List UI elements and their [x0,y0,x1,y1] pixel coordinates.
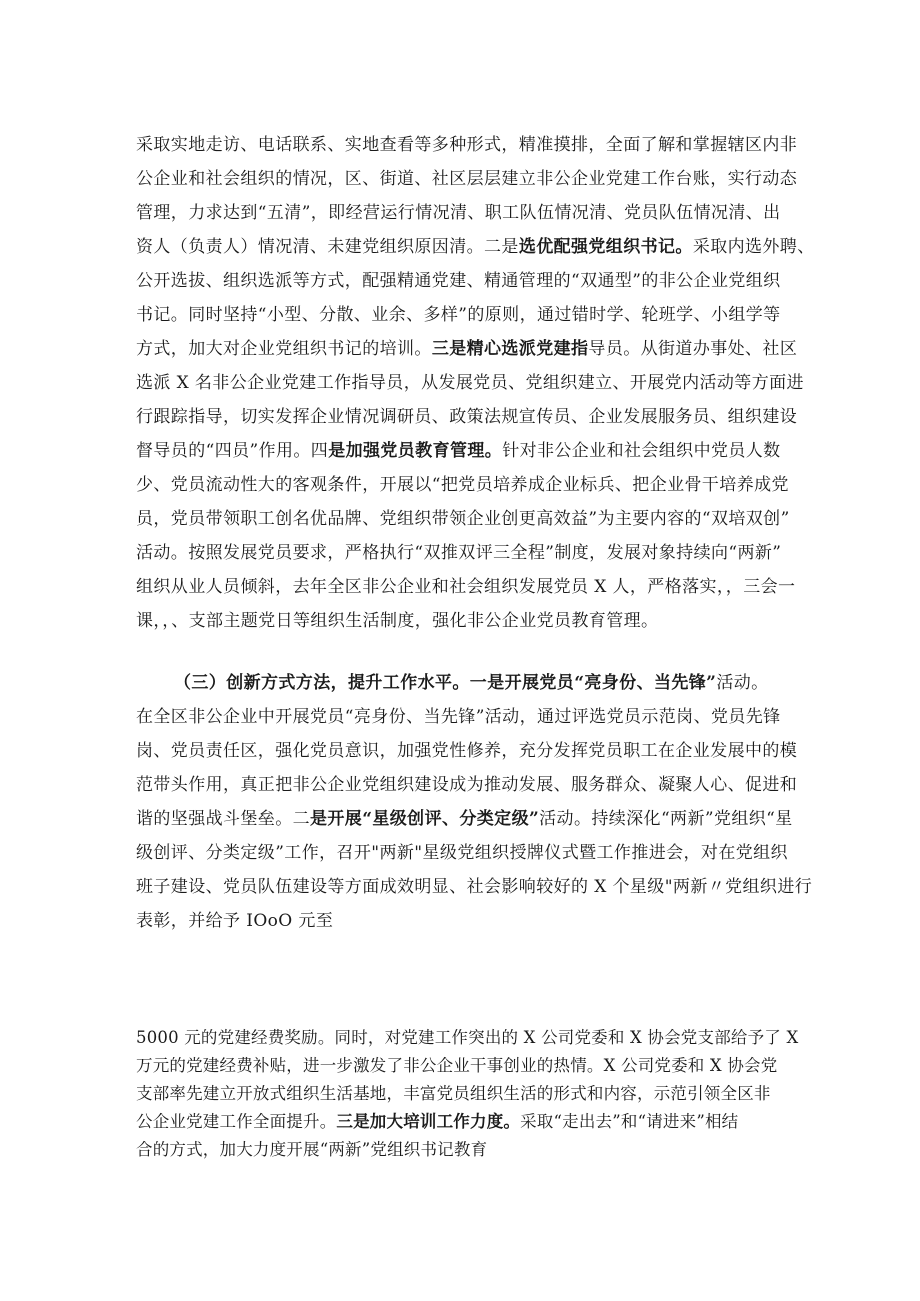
text-line: 资人（负责人）情况清、未建党组织原因清。二是选优配强党组织书记。采取内选外聘、 [136,237,815,257]
bold-heading: 选优配强党组织书记。 [518,237,693,257]
bold-heading: 三是精心选派党建指 [431,339,589,359]
text-line [136,938,796,972]
section-heading: （三）创新方式方法，提升工作水平。一是开展党员“亮身份、当先锋” [174,673,717,693]
text-line: 组织从业人员倾斜，去年全区非公企业和社会组织发展党员 X 人，严格落实，，三会一 [136,577,796,597]
text-line: 督导员的“四员”作用。四是加强党员教育管理。针对非公企业和社会组织中党员人数 [136,441,781,461]
text-line: 课，，、支部主题党日等组织生活制度，强化非公企业党员教育管理。 [136,611,659,631]
text-line: 班子建设、党员队伍建设等方面成效明显、社会影响较好的 X 个星级"两新〃党组织进行 [136,877,813,897]
text-line: 活动。按照发展党员要求，严格执行“双推双评三全程”制度，发展对象持续向“两新” [136,543,782,563]
text-line: 公企业和社会组织的情况，区、街道、社区层层建立非公企业党建工作台账，实行动态 [136,169,798,189]
text-line: 万元的党建经费补贴，进一步激发了非公企业干事创业的热情。X 公司党委和 X 协会党 [136,1056,778,1075]
text-line: 方式，加大对企业党组织书记的培训。三是精心选派党建指导员。从街道办事处、社区 [136,339,798,359]
text-line: 员，党员带领职工创名优品牌、党组织带领企业创更高效益”为主要内容的“双培双创” [136,509,790,529]
bold-heading: 是开展“星级创评、分类定级” [310,809,540,829]
text-line: 谐的坚强战斗堡垒。二是开展“星级创评、分类定级”活动。持续深化“两新”党组织“星 [136,809,793,829]
bold-heading: 是加强党员教育管理。 [328,441,503,461]
text-line: 选派 X 名非公企业党建工作指导员，从发展党员、党组织建立、开展党内活动等方面进 [136,373,804,393]
bold-heading: 三是加大培训工作力度。 [336,1112,521,1131]
text-line: 少、党员流动性大的客观条件，开展以“把党员培养成企业标兵、把企业骨干培养成党 [136,475,789,495]
text-line: 级创评、分类定级”工作，召开"两新"星级党组织授牌仪式暨工作推进会，对在党组织 [136,843,788,863]
text-line: 支部率先建立开放式组织生活基地，丰富党员组织生活的形式和内容，示范引领全区非 [136,1084,771,1103]
text-line: 行跟踪指导，切实发挥企业情况调研员、政策法规宣传员、企业发展服务员、组织建设 [136,407,798,427]
section-heading-line: （三）创新方式方法，提升工作水平。一是开展党员“亮身份、当先锋”活动。 [174,673,769,693]
text-line: 书记。同时坚持“小型、分散、业余、多样”的原则，通过错时学、轮班学、小组学等 [136,305,781,325]
text-line: 采取实地走访、电话联系、实地查看等多种形式，精准摸排，全面了解和掌握辖区内非 [136,135,798,155]
text-line: 5000 元的党建经费奖励。同时，对党建工作突出的 X 公司党委和 X 协会党支部给予了 X [136,1028,799,1047]
text-line: 管理，力求达到“五清”，即经营运行情况清、职工队伍情况清、党员队伍情况清、出 [136,203,781,223]
text-line: 合的方式，加大力度开展“两新”党组织书记教育 [136,1140,488,1159]
text-line: 表彰，并给予 IOoO 元至 [136,911,334,931]
text-line: 公企业党建工作全面提升。三是加大培训工作力度。采取“走出去”和“请进来”相结 [136,1112,739,1131]
text-line: 在全区非公企业中开展党员“亮身份、当先锋”活动，通过评选党员示范岗、党员先锋 [136,707,781,727]
text-line: 公开选拔、组织选派等方式，配强精通党建、精通管理的“双通型”的非公企业党组织 [136,271,781,291]
text-line: 范带头作用，真正把非公企业党组织建设成为推动发展、服务群众、凝聚人心、促进和 [136,775,798,795]
text-line: 岗、党员责任区，强化党员意识，加强党性修养，充分发挥党员职工在企业发展中的模 [136,741,798,761]
